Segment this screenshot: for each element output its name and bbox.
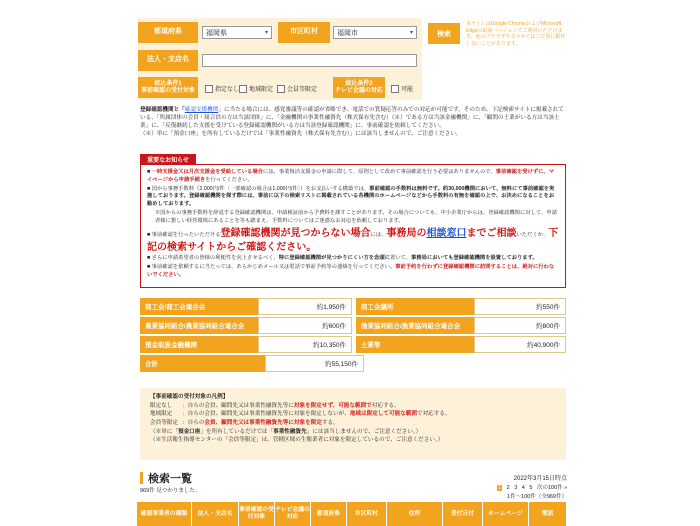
filter1-option-none[interactable]: 指定なし: [205, 84, 239, 93]
count-value: 約40,900件: [474, 336, 566, 353]
counts-row: [140, 298, 566, 315]
results-range: 1件〜100件（全969件）: [507, 494, 567, 500]
count-value: 約10,350件: [258, 336, 352, 353]
title-accent-bar: [140, 472, 143, 484]
intro-paragraph: 登録確認機関と「確認支援機関」に当たる場合には、感覚審議等の確認が省略でき、電話での質疑応答のみでの対応が可能です。そのため、下記検索サイトに掲載されている、「所属団体の会員・組合員の方は当該団体」に、「金融機関の事業性融資先（株式保有先含む）（※）である方は当該金融機関」に、「顧問の士業がいる方は当該士業」に、「反復継続した支援を受けている登録確認機関がいる方は当該登録確認機関」に、事前確認を依頼してください。: [140, 107, 564, 130]
corp-name-input[interactable]: [202, 54, 417, 67]
page-link-4[interactable]: 4: [521, 485, 525, 491]
notice-item: ■ 事前確認を行ったいただける登録確認機関が見つからない場合には、事務局の相談窓口までご相談いただくか、下記の検索サイトからご確認ください。: [147, 227, 559, 253]
notice-box: [140, 164, 566, 288]
filter1-label: 絞込条件1 事前確認の受付対象: [138, 77, 198, 98]
legend-line: 限定なし ：自らの会員、顧問先又は事業性融資先等に対象を限定せず、可能な範囲で対応する。: [150, 402, 400, 409]
results-title: 検索一覧: [140, 470, 192, 486]
notice-tab: 重要なお知らせ: [140, 154, 196, 164]
filter2-label: 絞込条件2 テレビ会議の対応: [333, 77, 385, 98]
column-header: 受付日付: [443, 502, 483, 526]
search-button[interactable]: 検索: [428, 23, 460, 44]
chevron-down-icon: ▾: [264, 30, 268, 36]
city-select[interactable]: [333, 26, 417, 39]
pref-select[interactable]: [202, 26, 272, 39]
results-table-header: [137, 502, 567, 526]
legend-line: （※単に「預金口座」を所有しているだけでは「事業性融資先」には該当しませんので、ご注意ください。）: [150, 428, 422, 435]
legend-line: （※生活衛生指導センターの「会員等限定」は、管轄区域の生衛業者に対象を限定しているので、ご注意ください。）: [150, 437, 444, 444]
page-link-1[interactable]: 1: [498, 485, 502, 491]
consultation-link[interactable]: 相談窓口: [426, 227, 467, 239]
count-value: 約550件: [474, 298, 566, 315]
city-label: 市区町村: [278, 22, 330, 43]
browser-note: 本サイトはGoogle ChromeおよびMicrosoft Edgeの最新バージョンでご利用いただけます。他のブラウザやスマホではご正常に動作しないことがあります。: [466, 21, 566, 47]
count-label: 預金取扱金融機関: [140, 336, 258, 353]
column-header: 確認事業者の種類: [137, 502, 192, 526]
column-header: 市区町村: [347, 502, 387, 526]
notice-item: ■ 国から事務手数料（2,000円/件〔一部確認の場合は1,000円/件〕）をお支払いする構築では、事前確認の手数料は無料です。約30,000機関において、無料にて事前確認を実施しております。登録確認機関を探す際には、事前に以下の検索リストに掲載されている各機関のホームページなどから手数料の有無を確認の上で、お決めになることをお勧めしております。: [147, 185, 555, 208]
filter1-option-region[interactable]: 地域限定: [239, 84, 273, 93]
count-label: 士業等: [356, 336, 474, 353]
column-header: ホームページ: [483, 502, 529, 526]
checkbox[interactable]: [391, 85, 399, 93]
next-page-link[interactable]: 次の100件 »: [536, 485, 568, 491]
results-count: 969件 見つかりました。: [140, 488, 201, 494]
column-header: 住所: [387, 502, 443, 526]
notice-item: ■ さらに申請希望者の皆様の利便性を向上させるべく、特に登録確認機関が見つかりにくい方を念頭に置いて、事務局においても登録確認機関を設置しております。: [147, 255, 538, 262]
count-label: 漁業協同組合/漁業協同組合連合会: [356, 317, 474, 334]
pagination: [497, 483, 570, 491]
count-label: 商工会/商工会連合会: [140, 298, 258, 315]
column-header: 法人・支店名: [192, 502, 239, 526]
legend-line: 地域限定 ：自らの会員、顧問先又は事業性融資先等に対象を限定しないが、地域は限定して可能な範囲で対応する。: [150, 411, 451, 418]
column-header: 事前確認の受付対象: [239, 502, 275, 526]
filter2-option-available[interactable]: 可能: [391, 84, 413, 93]
legend-line: 会員等限定 ：自らの会員、顧問先又は事業性融資先等に対象を限定する。: [150, 419, 339, 426]
legend-title: 【事前確認の受付対象の凡例】: [150, 394, 229, 400]
intro-note: （※）単に「預金口座」を所有しているだけでは「事業性融資先（株式保有先含む）」には該当しませんので、ご注意ください。: [140, 131, 462, 138]
count-value: 約600件: [258, 317, 352, 334]
total-label: 合計: [140, 355, 265, 372]
counts-total-row: [140, 355, 566, 372]
counts-table: [140, 298, 566, 372]
count-value: 約800件: [474, 317, 566, 334]
intro-text: [140, 106, 567, 138]
results-date: 2022年3月15日時点: [513, 476, 567, 482]
page-link-3[interactable]: 3: [514, 485, 518, 491]
checkbox[interactable]: [277, 85, 285, 93]
page-link-2[interactable]: 2: [506, 485, 510, 491]
count-label: 農業協同組合/農業協同組合連合会: [140, 317, 258, 334]
counts-row: [140, 317, 566, 334]
counts-row: [140, 336, 566, 353]
page-link-5[interactable]: 5: [529, 485, 533, 491]
notice-item: ※国からの事務手数料を辞退する登録確認機関は、申請検証前から予費料を課すことがあります。その場合についても、中小企業庁からは、登録確認機関に対して、申請者様に懇しい経営環境にあることを等も踏まえ、手数料についてはご迷惑なお対応を依頼しております。: [155, 210, 557, 224]
support-agency-link[interactable]: 確認支援機関: [184, 107, 219, 113]
filter1-option-members[interactable]: 会員等限定: [277, 84, 317, 93]
column-header: 電話: [529, 502, 567, 526]
column-header: テレビ会議の対応: [275, 502, 311, 526]
pref-label: 都道府県: [138, 22, 198, 43]
city-select-value: 福岡市: [337, 29, 358, 37]
count-value: 約1,950件: [258, 298, 352, 315]
pref-select-value: 福岡県: [206, 29, 227, 37]
column-header: 都道府県: [311, 502, 347, 526]
chevron-down-icon: ▾: [409, 30, 413, 36]
checkbox[interactable]: [239, 85, 247, 93]
corp-label: 法人・支店名: [138, 50, 198, 71]
checkbox[interactable]: [205, 85, 213, 93]
notice-item: ■ 事前確認を依頼するに当たっては、あらかじめメール又は電話で事前予約等の連絡を行ってください。事前予約を行わずに登録確認機関に訪問することは、絶対に行わないでください。: [147, 263, 555, 278]
count-label: 商工会議所: [356, 298, 474, 315]
total-value: 約55,150件: [265, 355, 364, 372]
legend-box: [140, 388, 566, 460]
notice-item: ■ 一時支援金又は月次支援金を受給している場合には、事業復活支援金の申請に際して、原則として改めて事前確認を行う必要はありませんので、事前確認を受けずに、マイページから申請手続きを行ってください。: [147, 169, 555, 183]
